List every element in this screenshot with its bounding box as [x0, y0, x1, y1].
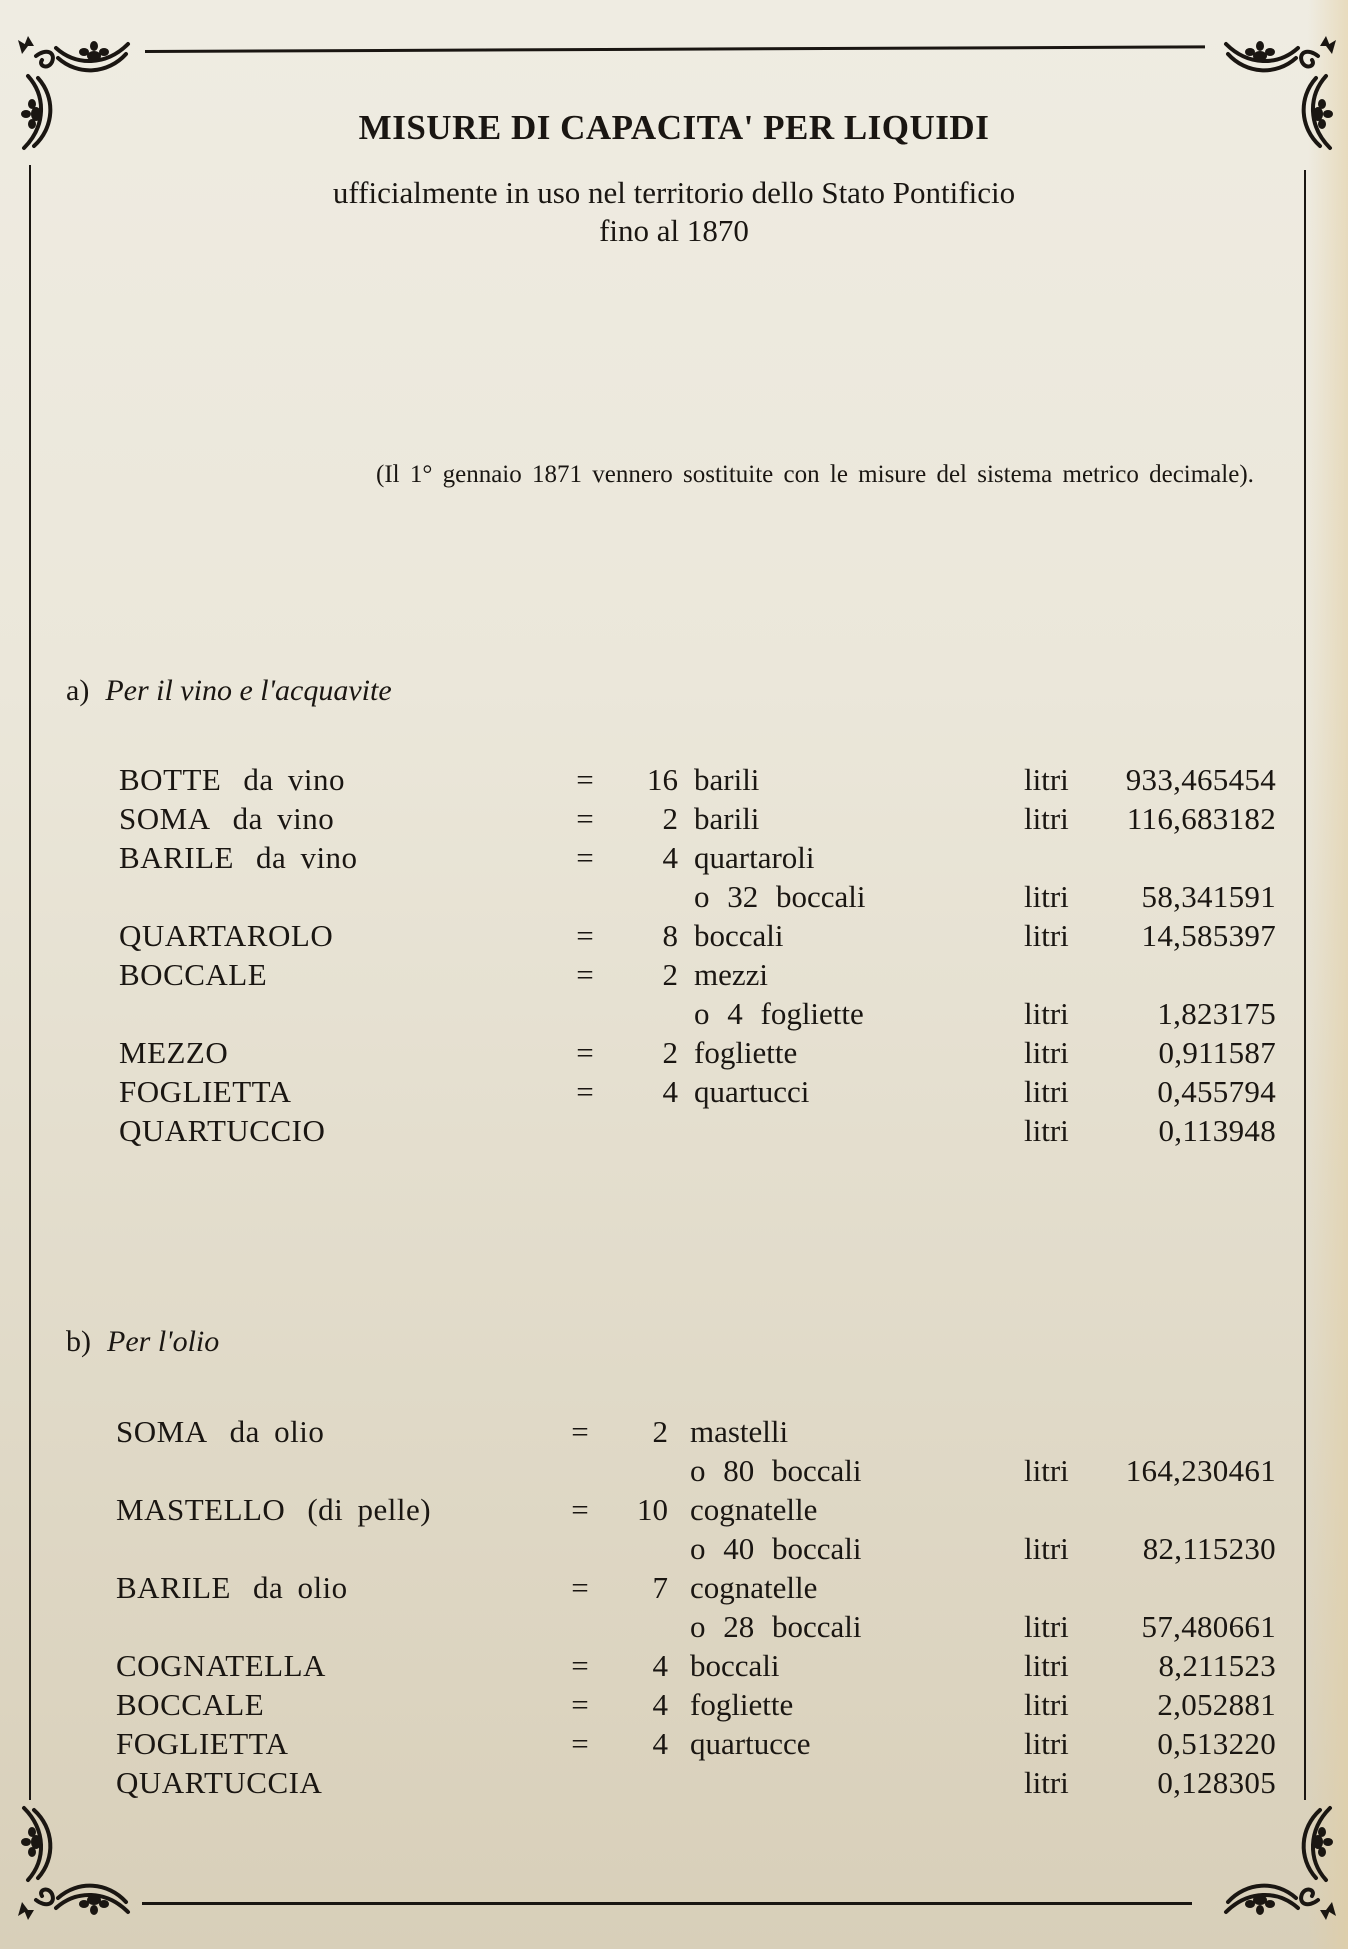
- unit: boccali: [690, 1648, 780, 1683]
- measure-name-text: BOCCALE: [119, 957, 268, 992]
- measure-name-text: BARILE: [119, 840, 234, 875]
- table-row: [0, 1607, 1348, 1646]
- unit: boccali: [694, 918, 784, 953]
- litri-label: litri: [1024, 1074, 1069, 1109]
- measure-name-text: MEZZO: [119, 1035, 229, 1070]
- section-label: Per il vino e l'acquavite: [105, 674, 392, 707]
- quantity: 10: [637, 1492, 668, 1527]
- litri-value: 82,115230: [1142, 1531, 1276, 1566]
- measure-name-text: QUARTAROLO: [119, 918, 334, 953]
- frame-rule-top: [145, 45, 1205, 53]
- equals-sign: =: [576, 957, 594, 992]
- page-title: MISURE DI CAPACITA' PER LIQUIDI: [358, 108, 990, 147]
- table-row: [0, 1111, 1348, 1150]
- litri-label: litri: [1024, 1687, 1069, 1722]
- equals-sign: =: [576, 840, 594, 875]
- table-row: [0, 877, 1348, 916]
- unit: barili: [694, 801, 760, 836]
- litri-value: 0,911587: [1158, 1035, 1276, 1070]
- equals-sign: =: [576, 801, 594, 836]
- quantity: 16: [647, 762, 678, 797]
- table-row: [0, 1646, 1348, 1685]
- litri-label: litri: [1024, 1765, 1069, 1800]
- alternative-equivalence: o 28 boccali: [690, 1609, 862, 1644]
- table-row: [0, 1033, 1348, 1072]
- section-letter: b): [66, 1325, 91, 1358]
- measure-name-text: FOGLIETTA: [116, 1726, 289, 1761]
- frame-rule-bottom: [142, 1902, 1192, 1905]
- corner-ornament-icon: [1218, 1800, 1348, 1930]
- table-row: [0, 1529, 1348, 1568]
- equals-sign: =: [571, 1570, 589, 1605]
- equals-sign: =: [571, 1492, 589, 1527]
- measure-name-text: COGNATELLA: [116, 1648, 326, 1683]
- table-row: [0, 955, 1348, 994]
- measure-qualifier: da vino: [255, 840, 358, 875]
- litri-label: litri: [1024, 1453, 1069, 1488]
- litri-label: litri: [1024, 1531, 1069, 1566]
- measure-qualifier: da vino: [232, 801, 335, 836]
- measure-qualifier: (di pelle): [307, 1492, 432, 1527]
- alternative-equivalence: o 80 boccali: [690, 1453, 862, 1488]
- section-label: Per l'olio: [107, 1325, 220, 1358]
- subtitle-line: ufficialmente in uso nel territorio dello Stato Pontificio: [332, 175, 1016, 210]
- litri-value: 116,683182: [1126, 801, 1276, 836]
- unit: quartucci: [694, 1074, 810, 1109]
- litri-value: 933,465454: [1125, 762, 1276, 797]
- measure-name: [119, 838, 358, 877]
- unit: fogliette: [690, 1687, 794, 1722]
- measure-name-text: MASTELLO: [116, 1492, 286, 1527]
- measure-name: [119, 1111, 325, 1150]
- measure-name-text: BOCCALE: [116, 1687, 265, 1722]
- quantity: 2: [662, 801, 678, 836]
- unit: quartucce: [690, 1726, 811, 1761]
- equals-sign: =: [576, 918, 594, 953]
- alternative-equivalence: o 40 boccali: [690, 1531, 862, 1566]
- litri-label: litri: [1024, 1648, 1069, 1683]
- measure-name: [116, 1763, 322, 1802]
- section-letter: a): [66, 674, 90, 707]
- section-heading-wine: [66, 674, 392, 708]
- table-row: [0, 1724, 1348, 1763]
- measure-name-text: FOGLIETTA: [119, 1074, 292, 1109]
- measure-name-text: BARILE: [116, 1570, 231, 1605]
- measure-qualifier: da olio: [252, 1570, 348, 1605]
- historical-note: (Il 1° gennaio 1871 vennero sostituite con le misure del sistema metrico decimale).: [376, 461, 1254, 488]
- table-row: [0, 1685, 1348, 1724]
- quantity: 4: [662, 840, 678, 875]
- unit: cognatelle: [690, 1570, 818, 1605]
- measure-name-text: SOMA: [119, 801, 211, 836]
- measure-name: [116, 1490, 431, 1529]
- litri-value: 164,230461: [1125, 1453, 1276, 1488]
- measures-table-oil: [0, 1412, 1348, 1802]
- table-row: [0, 760, 1348, 799]
- measure-name-text: QUARTUCCIO: [119, 1113, 326, 1148]
- equals-sign: =: [576, 1035, 594, 1070]
- measure-name: [119, 1072, 292, 1111]
- measure-name-text: BOTTE: [119, 762, 222, 797]
- quantity: 7: [652, 1570, 668, 1605]
- litri-value: 0,513220: [1157, 1726, 1276, 1761]
- litri-value: 1,823175: [1157, 996, 1276, 1031]
- quantity: 4: [652, 1726, 668, 1761]
- table-row: [0, 994, 1348, 1033]
- measure-qualifier: da olio: [229, 1414, 325, 1449]
- table-row: [0, 1568, 1348, 1607]
- measure-name: [116, 1646, 326, 1685]
- equals-sign: =: [571, 1414, 589, 1449]
- table-row: [0, 1451, 1348, 1490]
- unit: barili: [694, 762, 760, 797]
- measure-name: [119, 916, 333, 955]
- litri-label: litri: [1024, 1726, 1069, 1761]
- unit: fogliette: [694, 1035, 798, 1070]
- corner-ornament-icon: [6, 1800, 136, 1930]
- equals-sign: =: [571, 1648, 589, 1683]
- unit: mastelli: [690, 1414, 789, 1449]
- litri-value: 0,128305: [1157, 1765, 1276, 1800]
- quantity: 2: [662, 957, 678, 992]
- quantity: 8: [662, 918, 678, 953]
- quantity: 4: [662, 1074, 678, 1109]
- litri-label: litri: [1024, 918, 1069, 953]
- litri-value: 14,585397: [1141, 918, 1276, 953]
- measure-name-text: QUARTUCCIA: [116, 1765, 323, 1800]
- table-row: [0, 838, 1348, 877]
- quantity: 2: [652, 1414, 668, 1449]
- litri-value: 0,113948: [1158, 1113, 1276, 1148]
- alternative-equivalence: o 4 fogliette: [694, 996, 864, 1031]
- table-row: [0, 1072, 1348, 1111]
- alternative-equivalence: o 32 boccali: [694, 879, 866, 914]
- subtitle-line: fino al 1870: [599, 213, 749, 248]
- litri-value: 0,455794: [1157, 1074, 1276, 1109]
- litri-label: litri: [1024, 1609, 1069, 1644]
- equals-sign: =: [571, 1726, 589, 1761]
- quantity: 2: [662, 1035, 678, 1070]
- equals-sign: =: [576, 1074, 594, 1109]
- table-row: [0, 1490, 1348, 1529]
- measure-name: [119, 955, 267, 994]
- section-heading-oil: [66, 1325, 219, 1359]
- measure-name: [119, 760, 345, 799]
- litri-label: litri: [1024, 996, 1069, 1031]
- litri-label: litri: [1024, 879, 1069, 914]
- table-row: [0, 1412, 1348, 1451]
- equals-sign: =: [576, 762, 594, 797]
- measure-name: [116, 1724, 289, 1763]
- measures-table-wine: [0, 760, 1348, 1150]
- quantity: 4: [652, 1687, 668, 1722]
- measure-name: [119, 1033, 228, 1072]
- litri-value: 8,211523: [1158, 1648, 1276, 1683]
- litri-value: 58,341591: [1141, 879, 1276, 914]
- litri-value: 2,052881: [1157, 1687, 1276, 1722]
- measure-name-text: SOMA: [116, 1414, 208, 1449]
- litri-label: litri: [1024, 801, 1069, 836]
- quantity: 4: [652, 1648, 668, 1683]
- measure-name: [116, 1412, 324, 1451]
- litri-label: litri: [1024, 1035, 1069, 1070]
- unit: cognatelle: [690, 1492, 818, 1527]
- litri-label: litri: [1024, 762, 1069, 797]
- measure-name: [119, 799, 334, 838]
- measure-name: [116, 1685, 264, 1724]
- table-row: [0, 1763, 1348, 1802]
- measure-name: [116, 1568, 348, 1607]
- table-row: [0, 799, 1348, 838]
- unit: mezzi: [694, 957, 769, 992]
- litri-value: 57,480661: [1141, 1609, 1276, 1644]
- table-row: [0, 916, 1348, 955]
- litri-label: litri: [1024, 1113, 1069, 1148]
- unit: quartaroli: [694, 840, 815, 875]
- page-subtitle: [0, 174, 1348, 250]
- equals-sign: =: [571, 1687, 589, 1722]
- measure-qualifier: da vino: [243, 762, 345, 797]
